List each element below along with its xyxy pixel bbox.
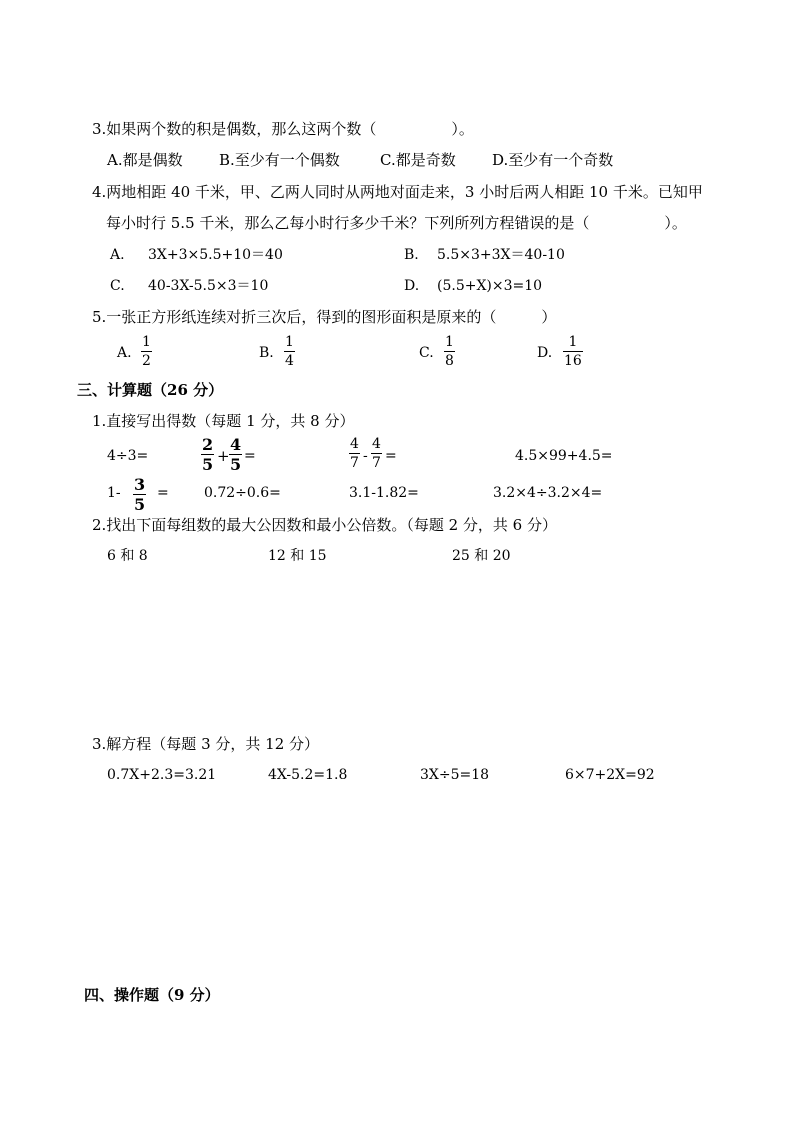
- fraction-denominator: 8: [445, 353, 454, 369]
- q4-option-b-text: 5.5×3+3X＝40-10: [437, 247, 565, 263]
- q5-option-c-letter: C.: [419, 345, 434, 361]
- fraction-denominator: 5: [134, 495, 146, 514]
- q4-option-a-letter: A.: [110, 247, 125, 263]
- q3-option-b: B.至少有一个偶数: [219, 151, 340, 169]
- equals-sign: =: [157, 485, 169, 501]
- q4-option-a-text: 3X+3×5.5+10＝40: [148, 247, 283, 263]
- fraction-denominator: 16: [564, 353, 582, 369]
- equation-1: 0.7X+2.3=3.21: [107, 767, 217, 783]
- q4-stem-line2: 每小时行 5.5 千米，那么乙每小时行多少千米？下列所列方程错误的是（ ）。: [106, 214, 687, 232]
- calc-0.72-div-0.6: 0.72÷0.6=: [204, 485, 281, 501]
- fraction-numerator: 1: [142, 334, 151, 350]
- q5-option-a-letter: A.: [117, 345, 132, 361]
- fraction-numerator: 1: [445, 334, 454, 350]
- equation-4: 6×7+2X=92: [565, 767, 655, 783]
- plus-operator: +: [217, 447, 230, 465]
- calc-4-div-3: 4÷3=: [107, 448, 149, 464]
- fraction-bar: [371, 453, 382, 454]
- fraction-bar: [284, 351, 295, 352]
- fraction-bar: [563, 351, 583, 352]
- sub2-title: 2.找出下面每组数的最大公因数和最小公倍数。（每题 2 分，共 6 分）: [92, 516, 557, 534]
- q5-option-d-letter: D.: [537, 345, 553, 361]
- fraction-numerator: 1: [568, 334, 578, 350]
- q5-stem: 5.一张正方形纸连续对折三次后，得到的图形面积是原来的（ ）: [92, 308, 557, 326]
- q3-stem: 3.如果两个数的积是偶数，那么这两个数（ ）。: [92, 120, 474, 138]
- fraction-4-7-second: [371, 436, 382, 471]
- gcd-lcm-25-20: 25 和 20: [452, 548, 511, 564]
- fraction-4-7-first: [349, 436, 360, 471]
- q4-stem-line1: 4.两地相距 40 千米，甲、乙两人同时从两地对面走来，3 小时后两人相距 10 千米。已知甲: [92, 183, 703, 201]
- q5-option-b-letter: B.: [259, 345, 274, 361]
- gcd-lcm-6-8: 6 和 8: [107, 548, 148, 564]
- equation-3: 3X÷5=18: [420, 767, 490, 783]
- section-4-heading: 四、操作题（9 分）: [84, 986, 220, 1004]
- gcd-lcm-12-15: 12 和 15: [268, 548, 327, 564]
- one-minus: 1-: [107, 485, 121, 501]
- fraction-bar: [444, 351, 455, 352]
- fraction-denominator: 2: [142, 353, 151, 369]
- q3-option-c: C.都是奇数: [380, 151, 456, 169]
- fraction-numerator: 4: [350, 436, 359, 452]
- fraction-numerator: 4: [372, 436, 381, 452]
- minus-operator: -: [363, 448, 368, 464]
- q3-option-d: D.至少有一个奇数: [492, 151, 614, 169]
- fraction-numerator: 4: [230, 435, 242, 454]
- sub1-title: 1.直接写出得数（每题 1 分，共 8 分）: [92, 412, 355, 430]
- fraction-4-5: [229, 436, 242, 473]
- fraction-denominator: 4: [285, 353, 294, 369]
- fraction-numerator: 2: [202, 435, 214, 454]
- fraction-denominator: 7: [372, 455, 381, 471]
- fraction-numerator: 3: [134, 475, 146, 494]
- fraction-denominator: 5: [202, 455, 214, 474]
- fraction-denominator: 7: [350, 455, 359, 471]
- q4-option-b-letter: B.: [404, 247, 419, 263]
- fraction-3-5: [133, 476, 146, 513]
- q5-option-a-fraction: [141, 334, 152, 369]
- q5-option-c-fraction: [444, 334, 455, 369]
- q4-option-c-letter: C.: [110, 278, 125, 294]
- equals-sign: =: [385, 448, 397, 464]
- sub3-title: 3.解方程（每题 3 分，共 12 分）: [92, 735, 320, 753]
- fraction-denominator: 5: [230, 455, 242, 474]
- q4-option-c-text: 40-3X-5.5×3＝10: [148, 278, 269, 294]
- q5-option-d-fraction: [563, 334, 583, 369]
- q5-option-b-fraction: [284, 334, 295, 369]
- q3-option-a: A.都是偶数: [107, 151, 183, 169]
- equals-sign: =: [244, 448, 256, 464]
- calc-3.1-minus-1.82: 3.1-1.82=: [349, 485, 419, 501]
- equation-2: 4X-5.2=1.8: [268, 767, 348, 783]
- fraction-numerator: 1: [285, 334, 294, 350]
- calc-3.2x4-div-3.2x4: 3.2×4÷3.2×4=: [493, 485, 603, 501]
- fraction-bar: [349, 453, 360, 454]
- fraction-2-5: [201, 436, 214, 473]
- fraction-bar: [141, 351, 152, 352]
- q4-option-d-letter: D.: [404, 278, 420, 294]
- calc-4.5x99-plus-4.5: 4.5×99+4.5=: [515, 448, 613, 464]
- q4-option-d-text: (5.5+X)×3=10: [437, 278, 543, 294]
- section-3-heading: 三、计算题（26 分）: [77, 381, 224, 399]
